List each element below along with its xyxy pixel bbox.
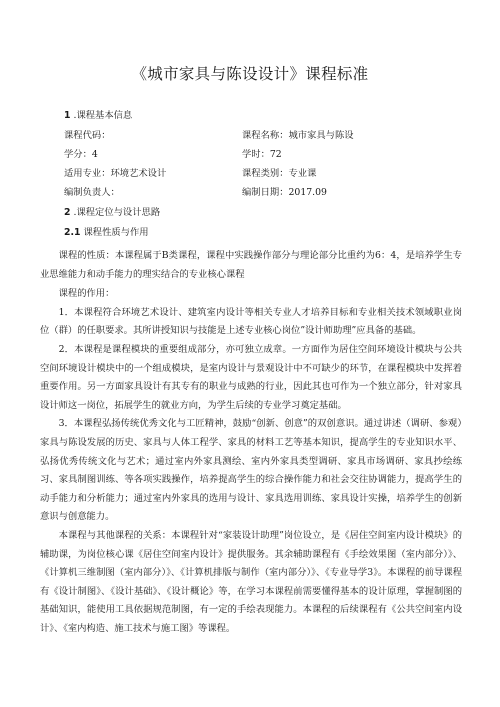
paragraph-role-2: 2．本课程是课程模块的重要组成部分，亦可独立成章。一方面作为居住空间环境设计模块与公共空间环境设计模块中的一个组成模块，是室内设计与景观设计中不可缺少的环节，在课程模块中发挥着重要作用。另一方面家具设计有其专有的职业与成熟的行业，因此其也可作为一个独立部分，针对家具设计师这一岗位，拓展学生的就业方向，为学生后续的专业学习奠定基础。 bbox=[40, 343, 462, 411]
section-2-1-number: 2.1 bbox=[64, 227, 81, 238]
course-major: 适用专业：环境艺术设计 bbox=[64, 168, 167, 179]
body-text bbox=[40, 247, 462, 638]
document-title: 《城市家具与陈设设计》课程标准 bbox=[131, 65, 369, 83]
course-date: 编制日期：2017.09 bbox=[242, 187, 327, 198]
section-2-number: 2 bbox=[64, 207, 71, 218]
section-2-1-label: 课程性质与作用 bbox=[83, 227, 149, 238]
course-type: 课程类别：专业课 bbox=[242, 168, 317, 179]
info-row-1 bbox=[64, 127, 354, 141]
course-hours: 学时：72 bbox=[242, 149, 282, 160]
section-1-number: 1 bbox=[64, 110, 71, 121]
info-row-2 bbox=[64, 146, 282, 160]
paragraph-course-role-heading: 课程的作用： bbox=[58, 288, 115, 300]
info-row-3 bbox=[64, 165, 317, 179]
info-row-4 bbox=[64, 184, 327, 198]
section-2-label: .课程定位与设计思路 bbox=[73, 207, 161, 218]
paragraph-role-3: 3．本课程弘扬传统优秀文化与工匠精神，鼓励“创新、创意”的双创意识。通过讲述（调研、参观）家具与陈设发展的历史、家具与人体工程学、家具的材料工艺等基本知识，提高学生的专业知识水平、弘扬优秀传统文化与艺术；通过室内外家具测绘、室内外家具类型调研、家具市场调研、家具抄绘练习、家具制图训练、等各项实践操作，培养提高学生的综合操作能力和社会交往协调能力，提高学生的动手能力和分析能力；通过室内外家具的选用与设计、家具选用训练、家具设计实操，培养学生的创新意识与创意能力。 bbox=[40, 418, 462, 523]
section-1-label: .课程基本信息 bbox=[73, 110, 133, 121]
paragraph-course-nature: 课程的性质：本课程属于B类课程，课程中实践操作部分与理论部分比重约为6：4，是培养学生专业思维能力和动手能力的理实结合的专业核心课程 bbox=[40, 250, 462, 280]
course-code: 课程代码： bbox=[64, 130, 111, 141]
section-2-heading bbox=[64, 204, 160, 218]
course-credit: 学分：4 bbox=[64, 149, 98, 160]
course-author: 编制负责人： bbox=[64, 187, 120, 198]
section-2-1-heading bbox=[64, 224, 149, 238]
section-1-heading bbox=[64, 107, 132, 121]
course-name: 课程名称：城市家具与陈设 bbox=[242, 130, 354, 141]
paragraph-course-relations: 本课程与其他课程的关系：本课程针对“家装设计助理”岗位设立，是《居住空间室内设计模块》的辅助课，为岗位核心课《居住空间室内设计》提供服务。其余辅助课程有《手绘效果图（室内部分）》、《计算机三维制图（室内部分）》、《计算机排版与制作（室内部分）》、《专业导学3》。本课程的前导课程有《设计制图》、《设计基础》、《设计概论》等，在学习本课程前需要懂得基本的设计原理，掌握制图的基础知识，能使用工具依据规范制图，有一定的手绘表现能力。本课程的后续课程有《公共空间室内设计》、《室内构造、施工技术与施工图》等课程。 bbox=[40, 529, 462, 634]
paragraph-role-1: 1．本课程符合环境艺术设计、建筑室内设计等相关专业人才培养目标和专业相关技术领域职业岗位（群）的任职要求。其所讲授知识与技能是上述专业核心岗位”设计师助理”应具备的基础。 bbox=[40, 306, 462, 337]
